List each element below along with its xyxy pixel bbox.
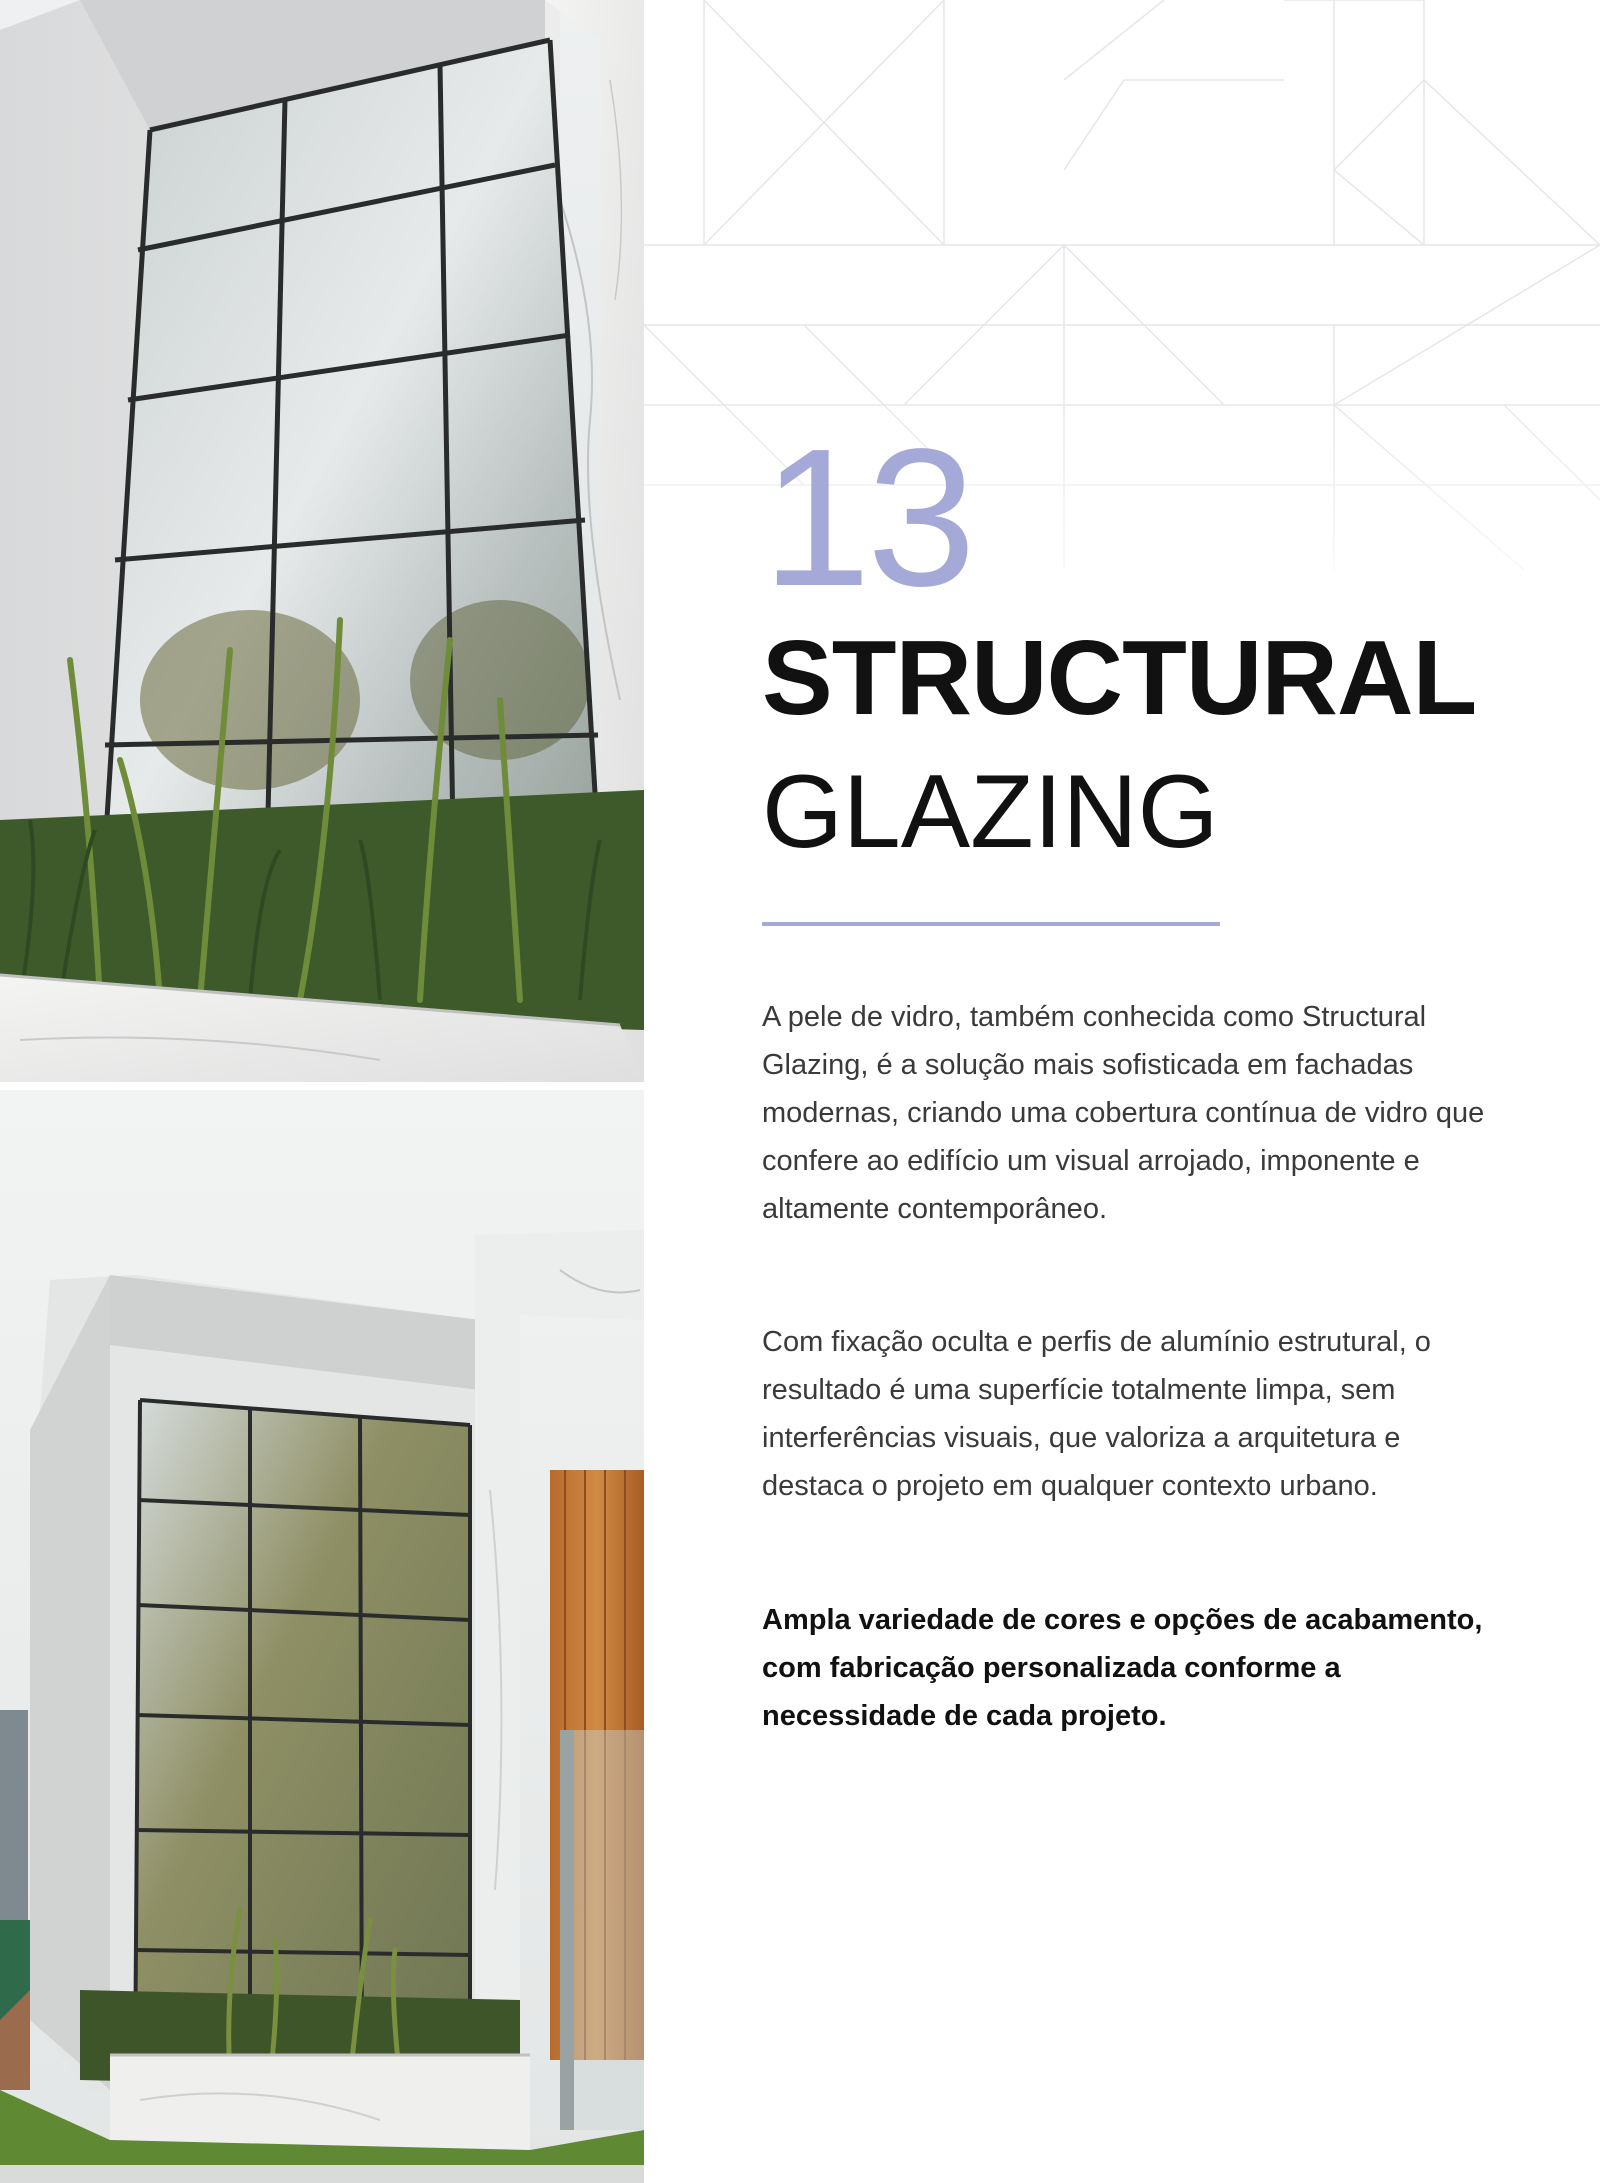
- accent-divider: [762, 922, 1220, 926]
- paragraph-details: Com fixação oculta e perfis de alumínio estrutural, o resultado é uma superfície totalmente limpa, sem interferências visuais, que valoriza a arquitetura e destaca o projeto em qualquer contexto urbano.: [762, 1326, 1431, 1502]
- paragraph-intro: A pele de vidro, também conhecida como Structural Glazing, é a solução mais sofisticada em fachadas modernas, criando uma cobertura contínua de vidro que confere ao edifício um visual arrojado, imponente e altamente contemporâneo.: [762, 1001, 1485, 1225]
- section-number: 13: [762, 408, 973, 627]
- building-facade-photo: [0, 1090, 644, 2183]
- facade-closeup-photo: [0, 0, 644, 1082]
- title-light: GLAZING: [762, 754, 1219, 870]
- title-bold: STRUCTURAL: [762, 619, 1477, 737]
- paragraph-highlight: Ampla variedade de cores e opções de acabamento, com fabricação personalizada conforme a necessidade de cada projeto.: [762, 1604, 1483, 1732]
